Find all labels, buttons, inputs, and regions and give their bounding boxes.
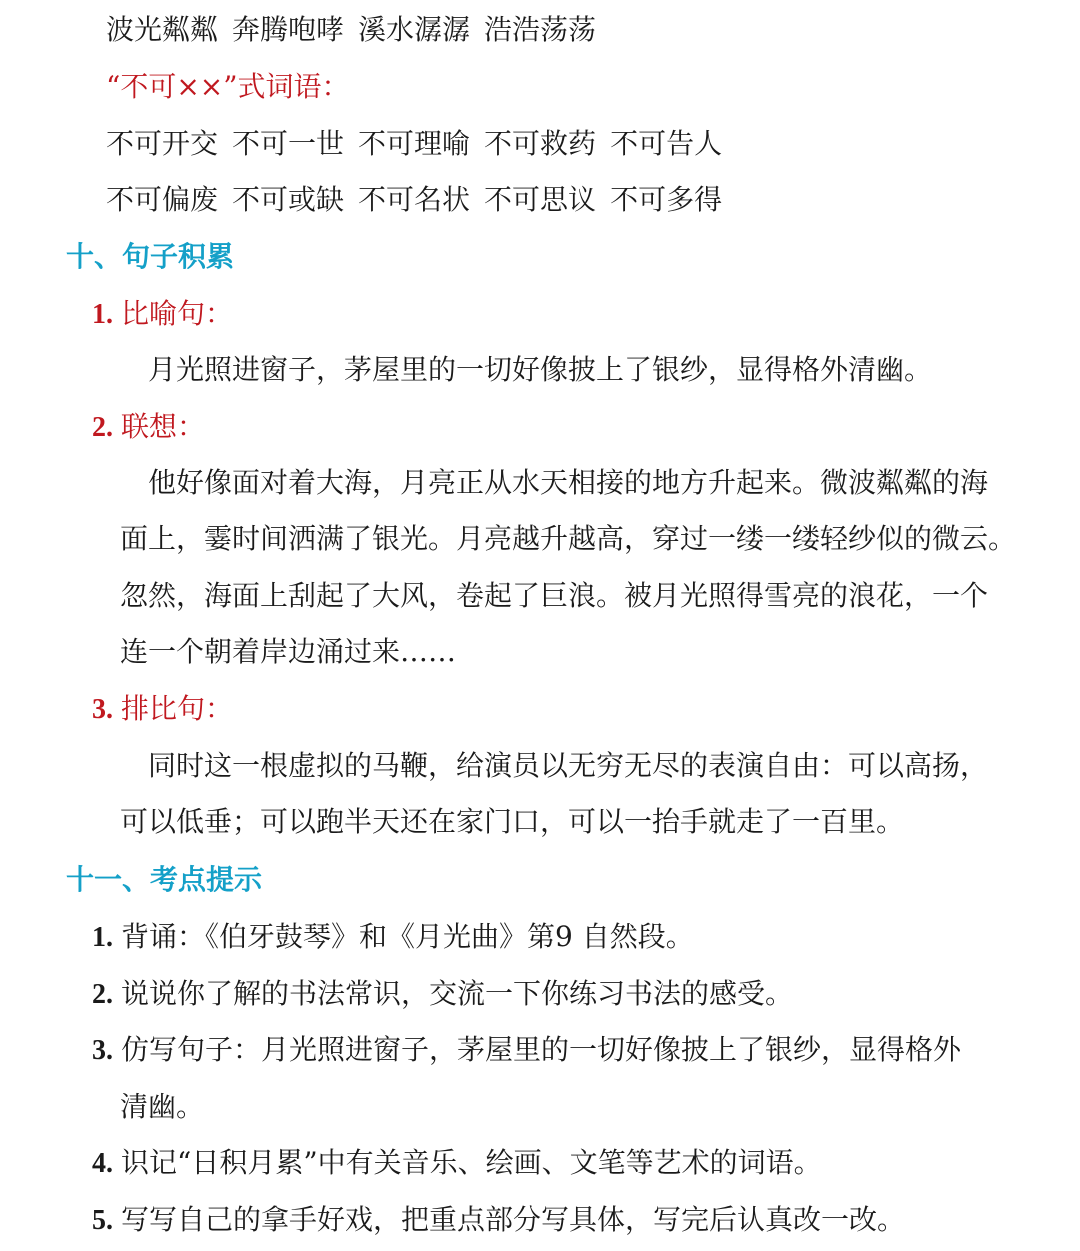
section-11-heading: 十一、考点提示 [66,863,263,896]
s11-item-2 [92,974,793,1015]
item-number: 5. [92,1205,113,1236]
word-row-1 [106,10,596,50]
s10-item-3-label [92,689,233,730]
s11-item-3-cont: 清幽。 [120,1090,205,1123]
s11-item-3 [92,1030,961,1071]
item-label: 排比句： [121,692,234,725]
s10-item-2-line: 他好像面对着大海，月亮正从水天相接的地方升起来。微波粼粼的海 [148,466,989,499]
s11-item-1 [92,917,694,958]
s10-item-2-line: 忽然，海面上刮起了大风，卷起了巨浪。被月光照得雪亮的浪花，一个 [120,579,989,612]
s10-item-2-line: 连一个朝着岸边涌过来…… [120,635,457,668]
item-number: 1. [92,922,113,953]
s10-item-3-line: 同时这一根虚拟的马鞭，给演员以无穷无尽的表演自由：可以高扬， [148,749,989,782]
section-10-heading: 十、句子积累 [66,240,235,273]
word-item: 奔腾咆哮 [232,13,345,46]
word-row-2 [106,124,722,164]
word-item: 不可名状 [358,183,471,216]
s11-item-5 [92,1200,905,1241]
s10-item-3-line: 可以低垂；可以跑半天还在家门口，可以一抬手就走了一百里。 [120,805,905,838]
word-item: 不可开交 [106,127,219,160]
word-item: 不可多得 [610,183,723,216]
item-text: 说说你了解的书法常识，交流一下你练习书法的感受。 [121,977,794,1010]
item-number: 3. [92,1035,113,1066]
word-item: 不可告人 [610,127,723,160]
item-text: 识记“日积月累”中有关音乐、绘画、文笔等艺术的词语。 [121,1146,822,1179]
s10-item-1-label [92,294,233,335]
item-label: 比喻句： [121,297,234,330]
item-number: 3. [92,694,113,725]
item-number: 4. [92,1148,113,1179]
s10-item-1-line: 月光照进窗子，茅屋里的一切好像披上了银纱，显得格外清幽。 [148,353,933,386]
word-item: 不可或缺 [232,183,345,216]
word-item: 不可一世 [232,127,345,160]
word-row-3 [106,180,722,220]
word-item: 浩浩荡荡 [484,13,597,46]
word-item: 溪水潺潺 [358,13,471,46]
word-item: 不可救药 [484,127,597,160]
word-item: 波光粼粼 [106,13,219,46]
word-item: 不可思议 [484,183,597,216]
bukexx-title: “不可××”式词语： [106,70,350,103]
word-item: 不可理喻 [358,127,471,160]
s11-item-4 [92,1143,822,1184]
item-number: 2. [92,412,113,443]
item-text: 写写自己的拿手好戏，把重点部分写具体，写完后认真改一改。 [121,1203,906,1236]
s10-item-2-line: 面上，霎时间洒满了银光。月亮越升越高，穿过一缕一缕轻纱似的微云。 [120,522,1017,555]
item-number: 2. [92,979,113,1010]
item-number: 1. [92,299,113,330]
s10-item-2-label [92,407,205,448]
word-item: 不可偏废 [106,183,219,216]
item-label: 联想： [121,410,206,443]
item-text: 背诵：《伯牙鼓琴》和《月光曲》第9 自然段。 [121,920,694,953]
item-text: 仿写句子：月光照进窗子，茅屋里的一切好像披上了银纱，显得格外 [121,1033,962,1066]
